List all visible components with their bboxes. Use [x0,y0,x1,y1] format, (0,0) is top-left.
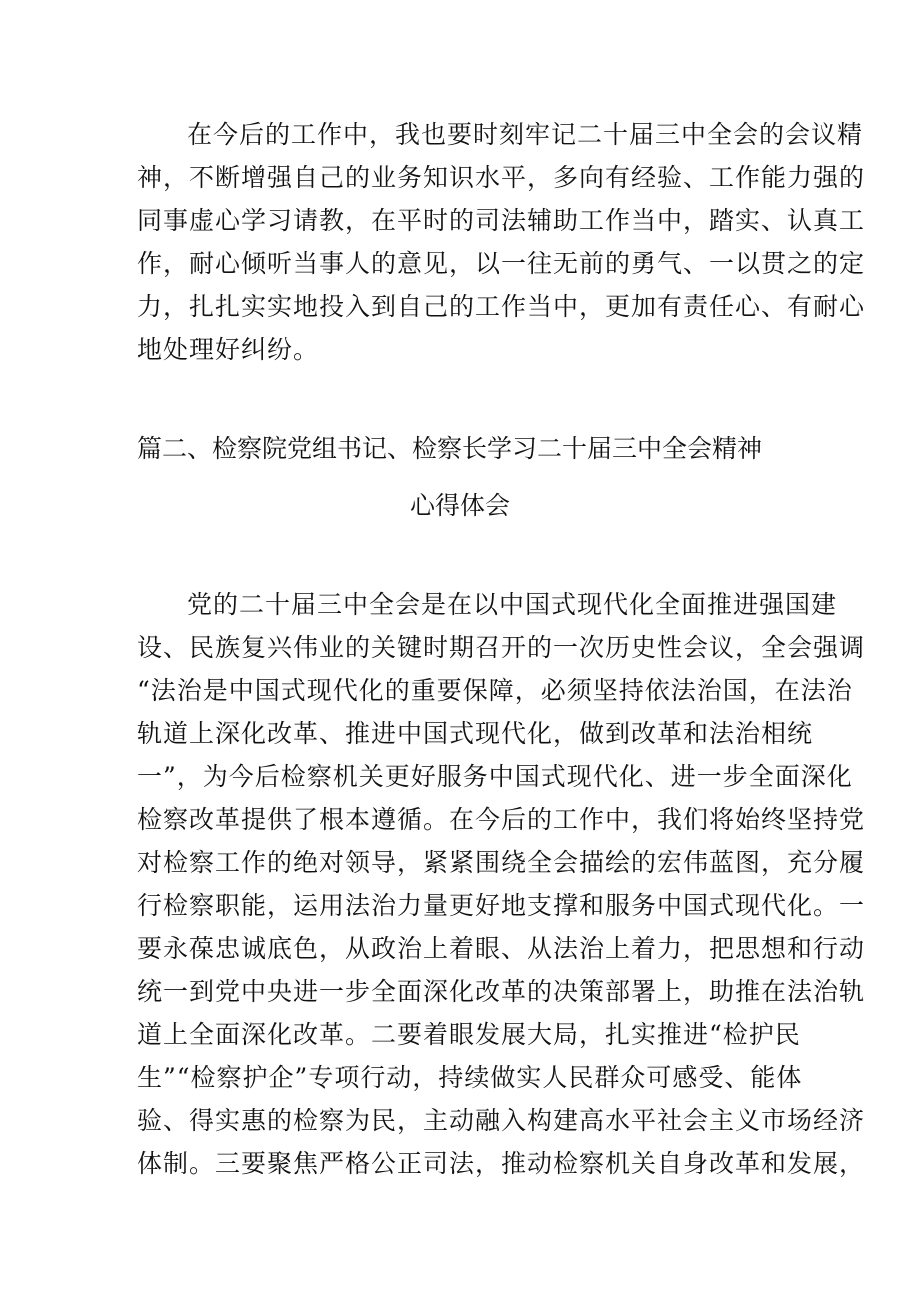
paragraph-line: 体制。三要聚焦严格公正司法，推动检察机关自身改革和发展， [137,1149,866,1178]
paragraph-line: 行检察职能，运用法治力量更好地支撑和服务中国式现代化。一 [137,891,866,920]
paragraph-line: 在今后的工作中，我也要时刻牢记二十届三中全会的会议精 [187,120,864,149]
section-heading: 篇二、检察院党组书记、检察长学习二十届三中全会精神 [137,434,763,463]
paragraph-line: 作，耐心倾听当事人的意见，以一往无前的勇气、一以贯之的定 [137,249,866,278]
paragraph-line: 验、得实惠的检察为民，主动融入构建高水平社会主义市场经济 [137,1106,866,1135]
paragraph-line: 要永葆忠诚底色，从政治上着眼、从法治上着力，把思想和行动 [137,934,866,963]
paragraph-line: 统一到党中央进一步全面深化改革的决策部署上，助推在法治轨 [137,977,866,1006]
paragraph-line: 检察改革提供了根本遵循。在今后的工作中，我们将始终坚持党 [137,805,866,834]
paragraph-line: 一”，为今后检察机关更好服务中国式现代化、进一步全面深化 [137,762,853,791]
paragraph-line: 地处理好纠纷。 [137,335,320,364]
section-heading-continued: 心得体会 [410,491,511,520]
paragraph-line: 轨道上深化改革、推进中国式现代化，做到改革和法治相统 [137,719,814,748]
paragraph-line: 同事虚心学习请教，在平时的司法辅助工作当中，踏实、认真工 [137,206,866,235]
paragraph-line: 神，不断增强自己的业务知识水平，多向有经验、工作能力强的 [137,163,866,192]
paragraph-line: 道上全面深化改革。二要着眼发展大局，扎实推进“检护民 [137,1020,801,1049]
paragraph-line: 对检察工作的绝对领导，紧紧围绕全会描绘的宏伟蓝图，充分履 [137,848,866,877]
paragraph-line: 生”“检察护企”专项行动，持续做实人民群众可感受、能体 [137,1063,803,1092]
paragraph-line: 力，扎扎实实地投入到自己的工作当中，更加有责任心、有耐心 [137,292,866,321]
paragraph-line: 党的二十届三中全会是在以中国式现代化全面推进强国建 [187,590,838,619]
paragraph-line: “法治是中国式现代化的重要保障，必须坚持依法治国，在法治 [137,676,853,705]
paragraph-line: 设、民族复兴伟业的关键时期召开的一次历史性会议，全会强调 [137,633,866,662]
